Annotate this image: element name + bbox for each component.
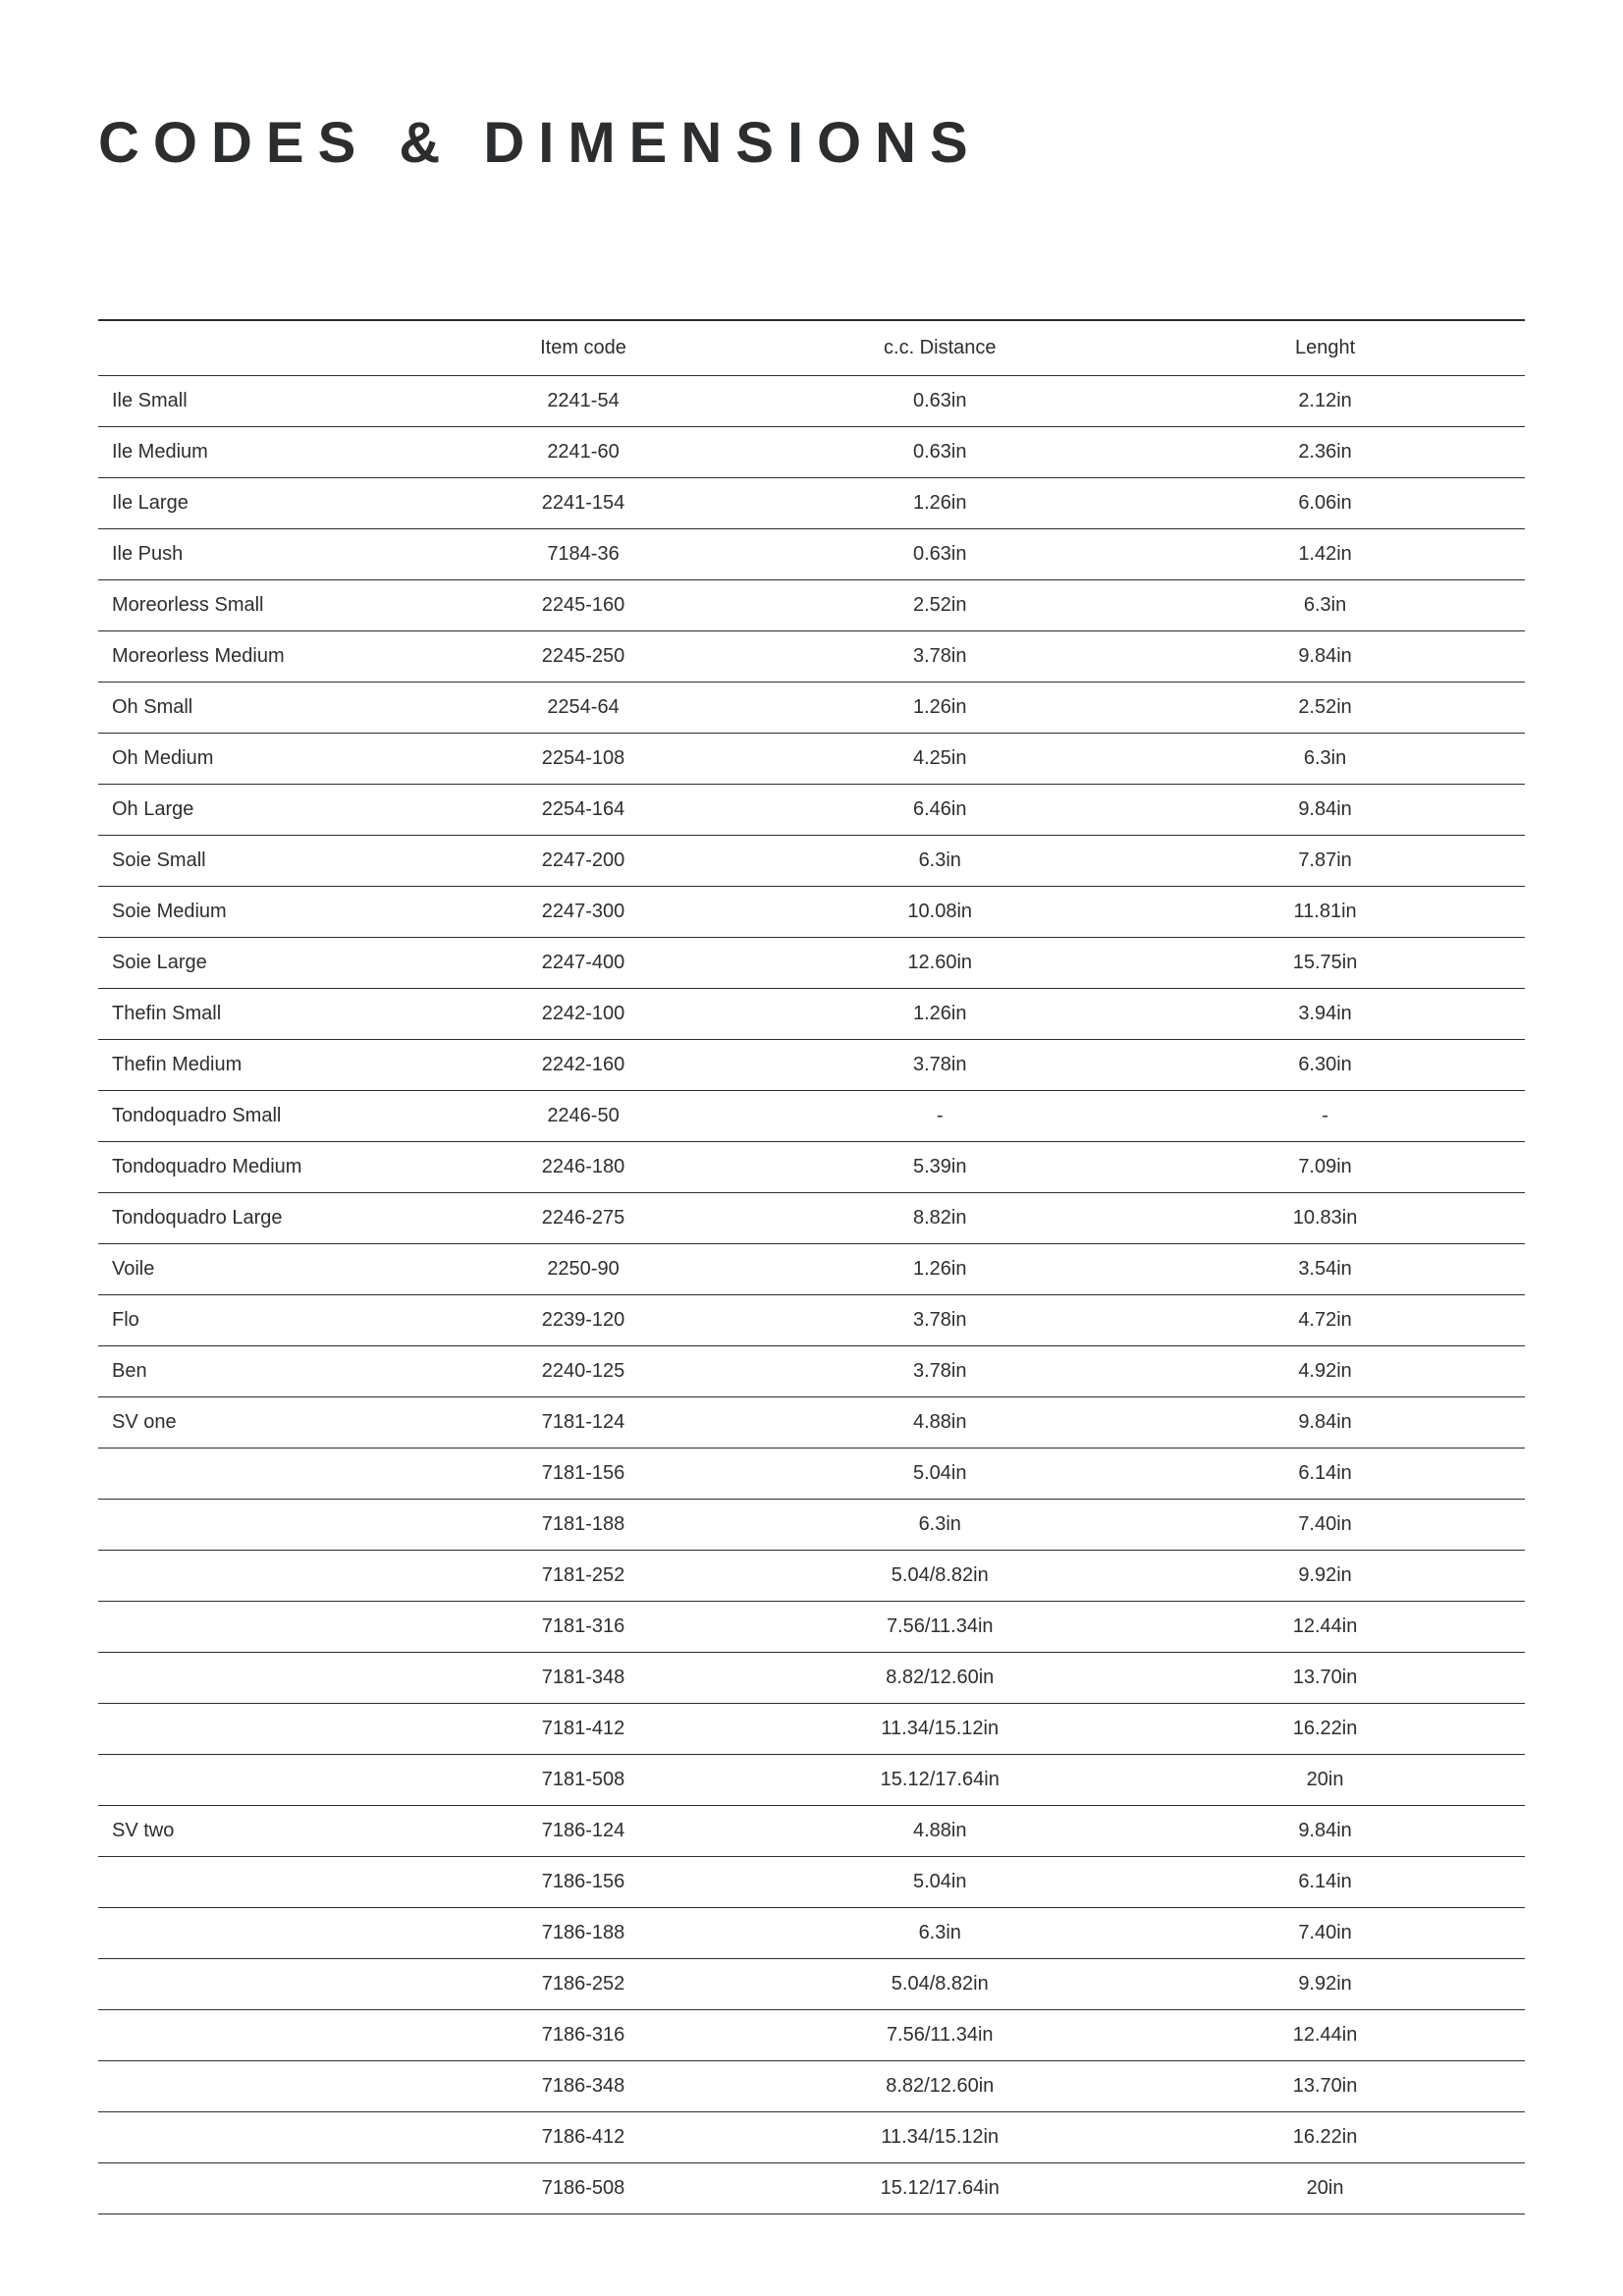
cell-length: 15.75in	[1125, 937, 1525, 988]
cell-item-code: 7186-348	[412, 2060, 755, 2111]
table-row	[98, 1652, 1525, 1703]
header-product	[98, 320, 412, 375]
cell-length: 16.22in	[1125, 1703, 1525, 1754]
cell-length: 13.70in	[1125, 2060, 1525, 2111]
table-row	[98, 1396, 1525, 1448]
cell-item-code: 2242-160	[412, 1039, 755, 1090]
cell-product-name	[98, 1499, 412, 1550]
cell-cc-distance: 1.26in	[754, 682, 1125, 733]
table-body	[98, 375, 1525, 2214]
cell-product-name: Oh Small	[98, 682, 412, 733]
cell-length: 7.40in	[1125, 1499, 1525, 1550]
cell-cc-distance: 10.08in	[754, 886, 1125, 937]
cell-length: 13.70in	[1125, 1652, 1525, 1703]
cell-cc-distance: 5.04/8.82in	[754, 1550, 1125, 1601]
cell-item-code: 2245-160	[412, 579, 755, 630]
cell-item-code: 7181-508	[412, 1754, 755, 1805]
header-cc-distance: c.c. Distance	[754, 320, 1125, 375]
table-row	[98, 1499, 1525, 1550]
cell-cc-distance: 12.60in	[754, 937, 1125, 988]
cell-item-code: 2246-50	[412, 1090, 755, 1141]
cell-length: 12.44in	[1125, 1601, 1525, 1652]
cell-product-name: Tondoquadro Small	[98, 1090, 412, 1141]
cell-item-code: 2239-120	[412, 1294, 755, 1345]
cell-cc-distance: 3.78in	[754, 630, 1125, 682]
cell-item-code: 2247-300	[412, 886, 755, 937]
cell-item-code: 7186-156	[412, 1856, 755, 1907]
table-header-row	[98, 320, 1525, 375]
table-row	[98, 528, 1525, 579]
cell-item-code: 2246-180	[412, 1141, 755, 1192]
cell-cc-distance: 5.39in	[754, 1141, 1125, 1192]
cell-product-name: Ben	[98, 1345, 412, 1396]
cell-item-code: 7181-188	[412, 1499, 755, 1550]
cell-product-name	[98, 1448, 412, 1499]
table-row	[98, 1039, 1525, 1090]
cell-length: 6.06in	[1125, 477, 1525, 528]
cell-product-name: Tondoquadro Large	[98, 1192, 412, 1243]
table-row	[98, 937, 1525, 988]
cell-product-name: Flo	[98, 1294, 412, 1345]
cell-length: 2.36in	[1125, 426, 1525, 477]
cell-cc-distance: 0.63in	[754, 528, 1125, 579]
cell-item-code: 2247-200	[412, 835, 755, 886]
cell-product-name	[98, 1907, 412, 1958]
cell-length: 7.87in	[1125, 835, 1525, 886]
table-row	[98, 1243, 1525, 1294]
cell-product-name: Thefin Medium	[98, 1039, 412, 1090]
table-row	[98, 1090, 1525, 1141]
table-row	[98, 630, 1525, 682]
cell-product-name	[98, 1652, 412, 1703]
table-row	[98, 2162, 1525, 2214]
cell-product-name	[98, 2162, 412, 2214]
cell-product-name: SV two	[98, 1805, 412, 1856]
cell-product-name	[98, 1601, 412, 1652]
cell-cc-distance: 8.82/12.60in	[754, 1652, 1125, 1703]
cell-length: 7.40in	[1125, 1907, 1525, 1958]
table-row	[98, 1550, 1525, 1601]
table-row	[98, 784, 1525, 835]
table-row	[98, 579, 1525, 630]
cell-product-name	[98, 1703, 412, 1754]
table-row	[98, 1805, 1525, 1856]
cell-length: 2.52in	[1125, 682, 1525, 733]
cell-length: 20in	[1125, 1754, 1525, 1805]
cell-item-code: 2254-64	[412, 682, 755, 733]
cell-item-code: 2240-125	[412, 1345, 755, 1396]
cell-cc-distance: 5.04in	[754, 1856, 1125, 1907]
table-row	[98, 1345, 1525, 1396]
table-head	[98, 320, 1525, 375]
cell-product-name: Soie Large	[98, 937, 412, 988]
cell-cc-distance: 0.63in	[754, 426, 1125, 477]
cell-length: 9.84in	[1125, 1396, 1525, 1448]
header-item-code: Item code	[412, 320, 755, 375]
cell-length: 9.92in	[1125, 1550, 1525, 1601]
cell-cc-distance: 3.78in	[754, 1345, 1125, 1396]
cell-length: 6.30in	[1125, 1039, 1525, 1090]
cell-cc-distance: 2.52in	[754, 579, 1125, 630]
page-title: CODES & DIMENSIONS	[98, 111, 982, 175]
cell-product-name	[98, 1958, 412, 2009]
cell-length: 2.12in	[1125, 375, 1525, 426]
cell-cc-distance: 4.88in	[754, 1805, 1125, 1856]
table-row	[98, 1141, 1525, 1192]
table-row	[98, 886, 1525, 937]
table-row	[98, 1294, 1525, 1345]
cell-product-name: Soie Small	[98, 835, 412, 886]
header-length: Lenght	[1125, 320, 1525, 375]
cell-cc-distance: 6.3in	[754, 1907, 1125, 1958]
cell-item-code: 2254-108	[412, 733, 755, 784]
table-row	[98, 1907, 1525, 1958]
cell-item-code: 7181-124	[412, 1396, 755, 1448]
cell-cc-distance: -	[754, 1090, 1125, 1141]
table-row	[98, 1856, 1525, 1907]
table-row	[98, 2009, 1525, 2060]
cell-cc-distance: 1.26in	[754, 1243, 1125, 1294]
cell-length: 6.14in	[1125, 1448, 1525, 1499]
cell-product-name: Ile Small	[98, 375, 412, 426]
cell-cc-distance: 6.3in	[754, 835, 1125, 886]
cell-product-name: Ile Large	[98, 477, 412, 528]
cell-cc-distance: 3.78in	[754, 1294, 1125, 1345]
cell-product-name	[98, 2060, 412, 2111]
cell-product-name: Oh Medium	[98, 733, 412, 784]
cell-product-name: Voile	[98, 1243, 412, 1294]
cell-product-name: Tondoquadro Medium	[98, 1141, 412, 1192]
cell-item-code: 7181-316	[412, 1601, 755, 1652]
cell-cc-distance: 3.78in	[754, 1039, 1125, 1090]
codes-dimensions-table	[98, 319, 1525, 2214]
cell-length: 20in	[1125, 2162, 1525, 2214]
cell-product-name: Ile Medium	[98, 426, 412, 477]
cell-length: 9.84in	[1125, 784, 1525, 835]
cell-cc-distance: 4.88in	[754, 1396, 1125, 1448]
cell-product-name	[98, 1550, 412, 1601]
cell-length: 9.84in	[1125, 630, 1525, 682]
cell-product-name	[98, 1856, 412, 1907]
cell-cc-distance: 6.46in	[754, 784, 1125, 835]
cell-cc-distance: 15.12/17.64in	[754, 2162, 1125, 2214]
cell-length: 6.3in	[1125, 733, 1525, 784]
table-row	[98, 375, 1525, 426]
cell-cc-distance: 5.04in	[754, 1448, 1125, 1499]
cell-item-code: 7181-156	[412, 1448, 755, 1499]
cell-item-code: 7184-36	[412, 528, 755, 579]
table-row	[98, 1192, 1525, 1243]
cell-item-code: 2246-275	[412, 1192, 755, 1243]
cell-product-name: Thefin Small	[98, 988, 412, 1039]
cell-cc-distance: 11.34/15.12in	[754, 2111, 1125, 2162]
cell-length: 6.14in	[1125, 1856, 1525, 1907]
cell-length: 7.09in	[1125, 1141, 1525, 1192]
cell-product-name: Moreorless Small	[98, 579, 412, 630]
cell-length: 11.81in	[1125, 886, 1525, 937]
table-row	[98, 1448, 1525, 1499]
cell-cc-distance: 8.82in	[754, 1192, 1125, 1243]
cell-item-code: 7186-316	[412, 2009, 755, 2060]
cell-cc-distance: 5.04/8.82in	[754, 1958, 1125, 2009]
cell-item-code: 2245-250	[412, 630, 755, 682]
cell-item-code: 7181-252	[412, 1550, 755, 1601]
cell-cc-distance: 1.26in	[754, 477, 1125, 528]
table-row	[98, 477, 1525, 528]
table-row	[98, 1703, 1525, 1754]
cell-product-name	[98, 2009, 412, 2060]
cell-length: 9.84in	[1125, 1805, 1525, 1856]
cell-length: 10.83in	[1125, 1192, 1525, 1243]
cell-length: 9.92in	[1125, 1958, 1525, 2009]
table-row	[98, 426, 1525, 477]
cell-length: -	[1125, 1090, 1525, 1141]
cell-cc-distance: 7.56/11.34in	[754, 2009, 1125, 2060]
cell-length: 3.94in	[1125, 988, 1525, 1039]
cell-length: 1.42in	[1125, 528, 1525, 579]
table-row	[98, 2060, 1525, 2111]
table-row	[98, 1601, 1525, 1652]
cell-product-name: SV one	[98, 1396, 412, 1448]
cell-item-code: 2241-54	[412, 375, 755, 426]
table-row	[98, 682, 1525, 733]
cell-product-name	[98, 1754, 412, 1805]
cell-cc-distance: 7.56/11.34in	[754, 1601, 1125, 1652]
table-row	[98, 733, 1525, 784]
cell-product-name: Moreorless Medium	[98, 630, 412, 682]
cell-cc-distance: 6.3in	[754, 1499, 1125, 1550]
cell-cc-distance: 11.34/15.12in	[754, 1703, 1125, 1754]
cell-item-code: 2247-400	[412, 937, 755, 988]
cell-length: 6.3in	[1125, 579, 1525, 630]
cell-item-code: 2241-154	[412, 477, 755, 528]
cell-item-code: 7186-412	[412, 2111, 755, 2162]
table-row	[98, 988, 1525, 1039]
cell-product-name	[98, 2111, 412, 2162]
cell-item-code: 2241-60	[412, 426, 755, 477]
table-row	[98, 835, 1525, 886]
cell-item-code: 2254-164	[412, 784, 755, 835]
cell-cc-distance: 4.25in	[754, 733, 1125, 784]
cell-item-code: 2250-90	[412, 1243, 755, 1294]
cell-length: 4.72in	[1125, 1294, 1525, 1345]
cell-item-code: 2242-100	[412, 988, 755, 1039]
cell-length: 16.22in	[1125, 2111, 1525, 2162]
cell-item-code: 7186-508	[412, 2162, 755, 2214]
cell-length: 4.92in	[1125, 1345, 1525, 1396]
cell-product-name: Soie Medium	[98, 886, 412, 937]
cell-cc-distance: 8.82/12.60in	[754, 2060, 1125, 2111]
cell-length: 12.44in	[1125, 2009, 1525, 2060]
table-row	[98, 1754, 1525, 1805]
table-row	[98, 1958, 1525, 2009]
cell-cc-distance: 15.12/17.64in	[754, 1754, 1125, 1805]
cell-length: 3.54in	[1125, 1243, 1525, 1294]
cell-cc-distance: 0.63in	[754, 375, 1125, 426]
cell-item-code: 7186-252	[412, 1958, 755, 2009]
cell-product-name: Oh Large	[98, 784, 412, 835]
table-row	[98, 2111, 1525, 2162]
cell-item-code: 7181-412	[412, 1703, 755, 1754]
cell-item-code: 7186-188	[412, 1907, 755, 1958]
cell-cc-distance: 1.26in	[754, 988, 1125, 1039]
cell-item-code: 7186-124	[412, 1805, 755, 1856]
cell-item-code: 7181-348	[412, 1652, 755, 1703]
cell-product-name: Ile Push	[98, 528, 412, 579]
